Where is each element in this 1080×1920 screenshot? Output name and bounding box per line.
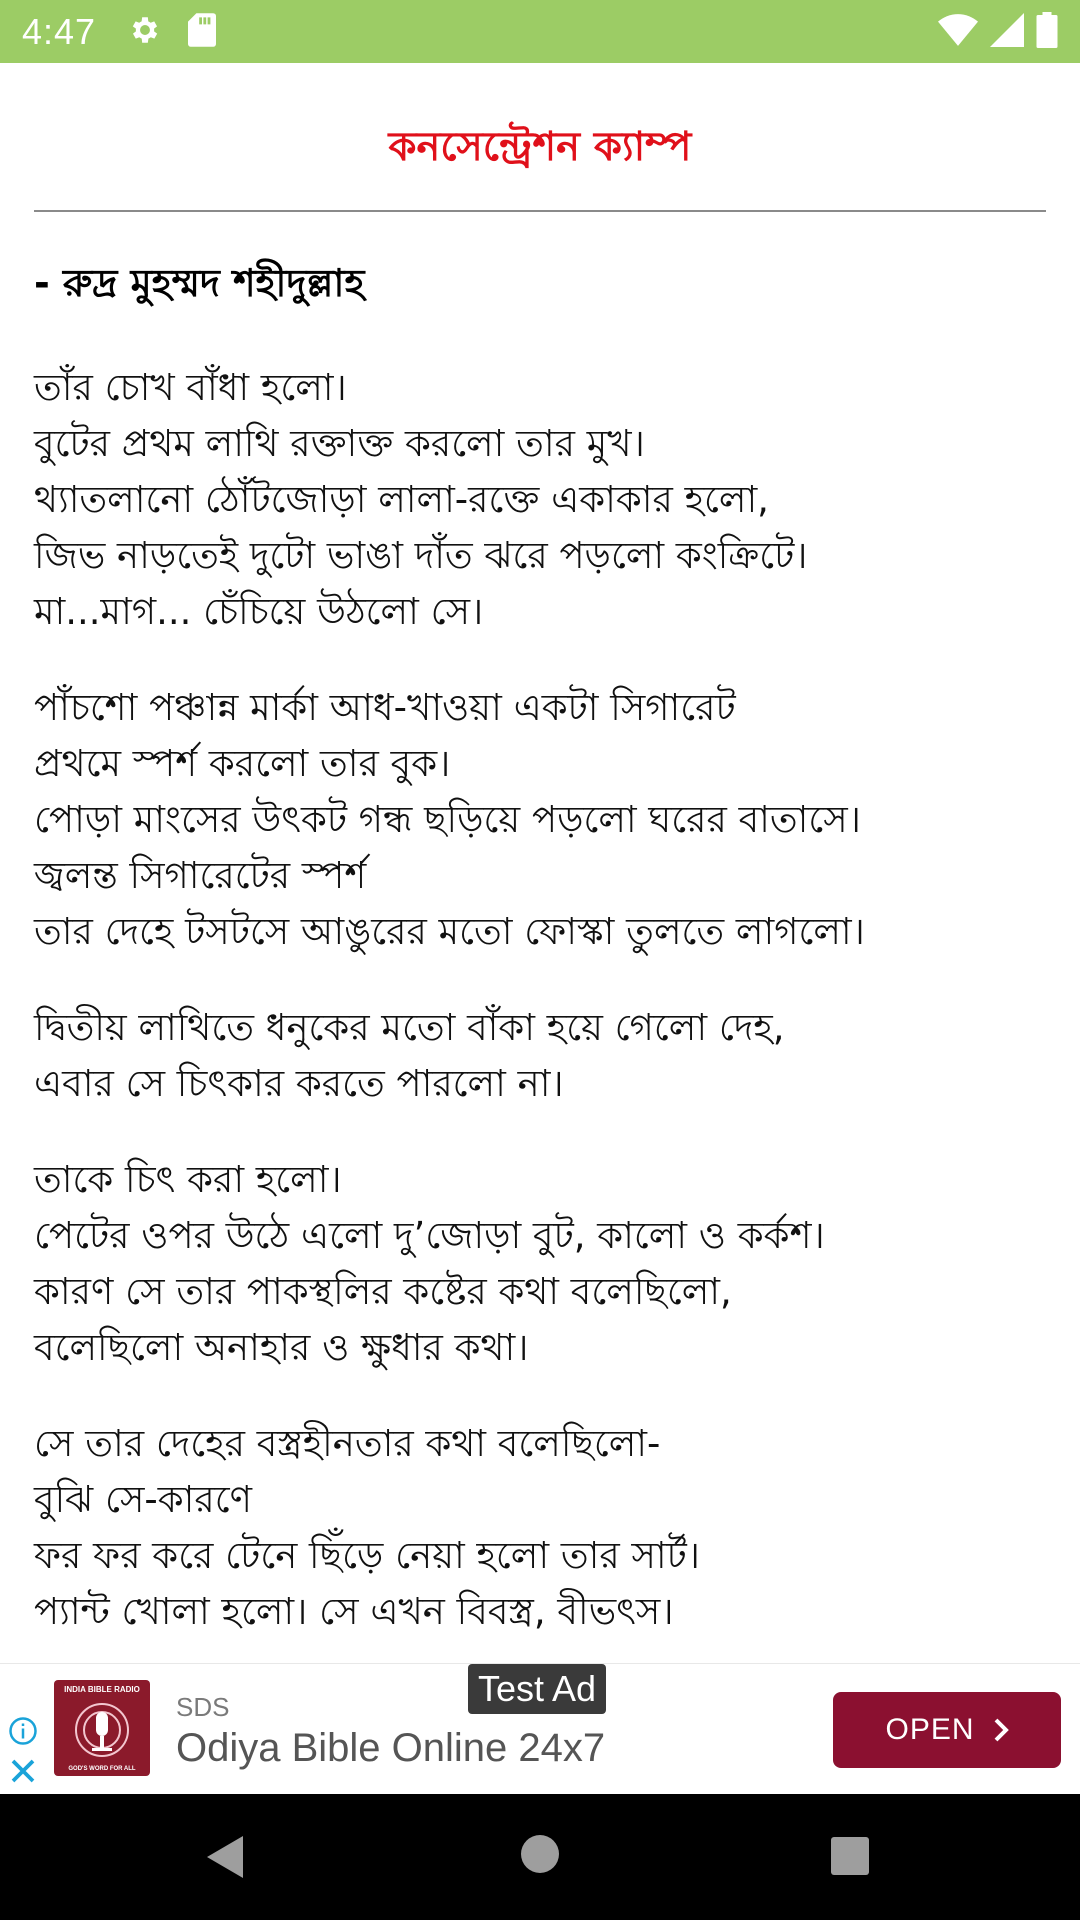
stanza-4 (34, 1152, 1046, 1376)
navigation-bar (0, 1794, 1080, 1920)
ad-close-icon[interactable] (8, 1756, 38, 1790)
ad-logo-top-text: INDIA BIBLE RADIO (64, 1685, 140, 1694)
stanza-2 (34, 680, 1046, 960)
poem-line: বুঝি সে-কারণে (34, 1478, 252, 1521)
poem-line: থ্যাতলানো ঠোঁটজোড়া লালা-রক্তে একাকার হলো, (34, 478, 769, 521)
ad-banner[interactable] (0, 1663, 1080, 1794)
status-bar (0, 0, 1080, 63)
poem-line: পাঁচশো পঞ্চান্ন মার্কা আধ-খাওয়া একটা সিগারেট (34, 686, 736, 729)
test-ad-badge: Test Ad (468, 1664, 606, 1714)
poem-line: জিভ নাড়তেই দুটো ভাঙা দাঁত ঝরে পড়লো কংক্রিটে। (34, 534, 808, 577)
title-divider (34, 210, 1046, 212)
stanza-1 (34, 360, 1046, 640)
back-icon[interactable] (205, 1834, 245, 1884)
poem-line: পোড়া মাংসের উৎকট গন্ধ ছড়িয়ে পড়লো ঘরের বাতাসে। (34, 798, 861, 841)
stanza-3 (34, 1000, 1046, 1112)
poem-line: সে তার দেহের বস্ত্রহীনতার কথা বলেছিলো- (34, 1422, 661, 1465)
poem-author: - রুদ্র মুহম্মদ শহীদুল্লাহ (34, 261, 365, 305)
poem-line: পেটের ওপর উঠে এলো দু’জোড়া বুট, কালো ও কর্কশ। (34, 1214, 825, 1257)
ad-headline[interactable]: Odiya Bible Online 24x7 (176, 1726, 606, 1770)
poem-line: প্যান্ট খোলা হলো। সে এখন বিবস্ত্র, বীভৎস। (34, 1590, 674, 1633)
poem-title: কনসেন্ট্রেশন ক্যাম্প (388, 124, 692, 170)
signal-icon (990, 13, 1024, 51)
microphone-icon (54, 1680, 150, 1776)
sd-card-icon (188, 13, 216, 51)
poem-line: তার দেহে টসটসে আঙুরের মতো ফোস্কা তুলতে লাগলো। (34, 910, 865, 953)
poem-line: মা...মাগ... চেঁচিয়ে উঠলো সে। (34, 590, 484, 633)
status-right-icons (938, 12, 1058, 52)
poem-line: কারণ সে তার পাকস্থলির কষ্টের কথা বলেছিলো, (34, 1270, 732, 1313)
poem-line: ফর ফর করে টেনে ছিঁড়ে নেয়া হলো তার সার্ট। (34, 1534, 701, 1577)
poem-line: প্রথমে স্পর্শ করলো তার বুক। (34, 742, 451, 785)
poem-line: বুটের প্রথম লাথি রক্তাক্ত করলো তার মুখ। (34, 422, 645, 465)
stanza-5 (34, 1416, 1046, 1640)
home-icon[interactable] (520, 1834, 560, 1878)
ad-logo-bottom-text: GOD'S WORD FOR ALL (68, 1766, 136, 1772)
battery-icon (1036, 12, 1058, 52)
ad-open-button[interactable] (833, 1692, 1061, 1768)
settings-icon (128, 13, 162, 51)
poem-line: বলেছিলো অনাহার ও ক্ষুধার কথা। (34, 1326, 529, 1369)
poem-line: জ্বলন্ত সিগারেটের স্পর্শ (34, 854, 367, 897)
poem-content[interactable] (0, 63, 1080, 1663)
status-time: 4:47 (22, 10, 97, 52)
ad-info-icon[interactable] (8, 1716, 38, 1750)
ad-logo[interactable] (54, 1680, 150, 1776)
poem-line: তাকে চিৎ করা হলো। (34, 1158, 342, 1201)
recents-icon[interactable] (830, 1836, 870, 1880)
ad-advertiser: SDS (176, 1692, 230, 1722)
poem-line: তাঁর চোখ বাঁধা হলো। (34, 366, 347, 409)
poem-line: দ্বিতীয় লাথিতে ধনুকের মতো বাঁকা হয়ে গেলো দেহ, (34, 1006, 785, 1049)
poem-line: এবার সে চিৎকার করতে পারলো না। (34, 1062, 564, 1105)
ad-open-label: OPEN (885, 1713, 975, 1746)
wifi-icon (938, 14, 978, 50)
chevron-right-icon (993, 1717, 1009, 1743)
